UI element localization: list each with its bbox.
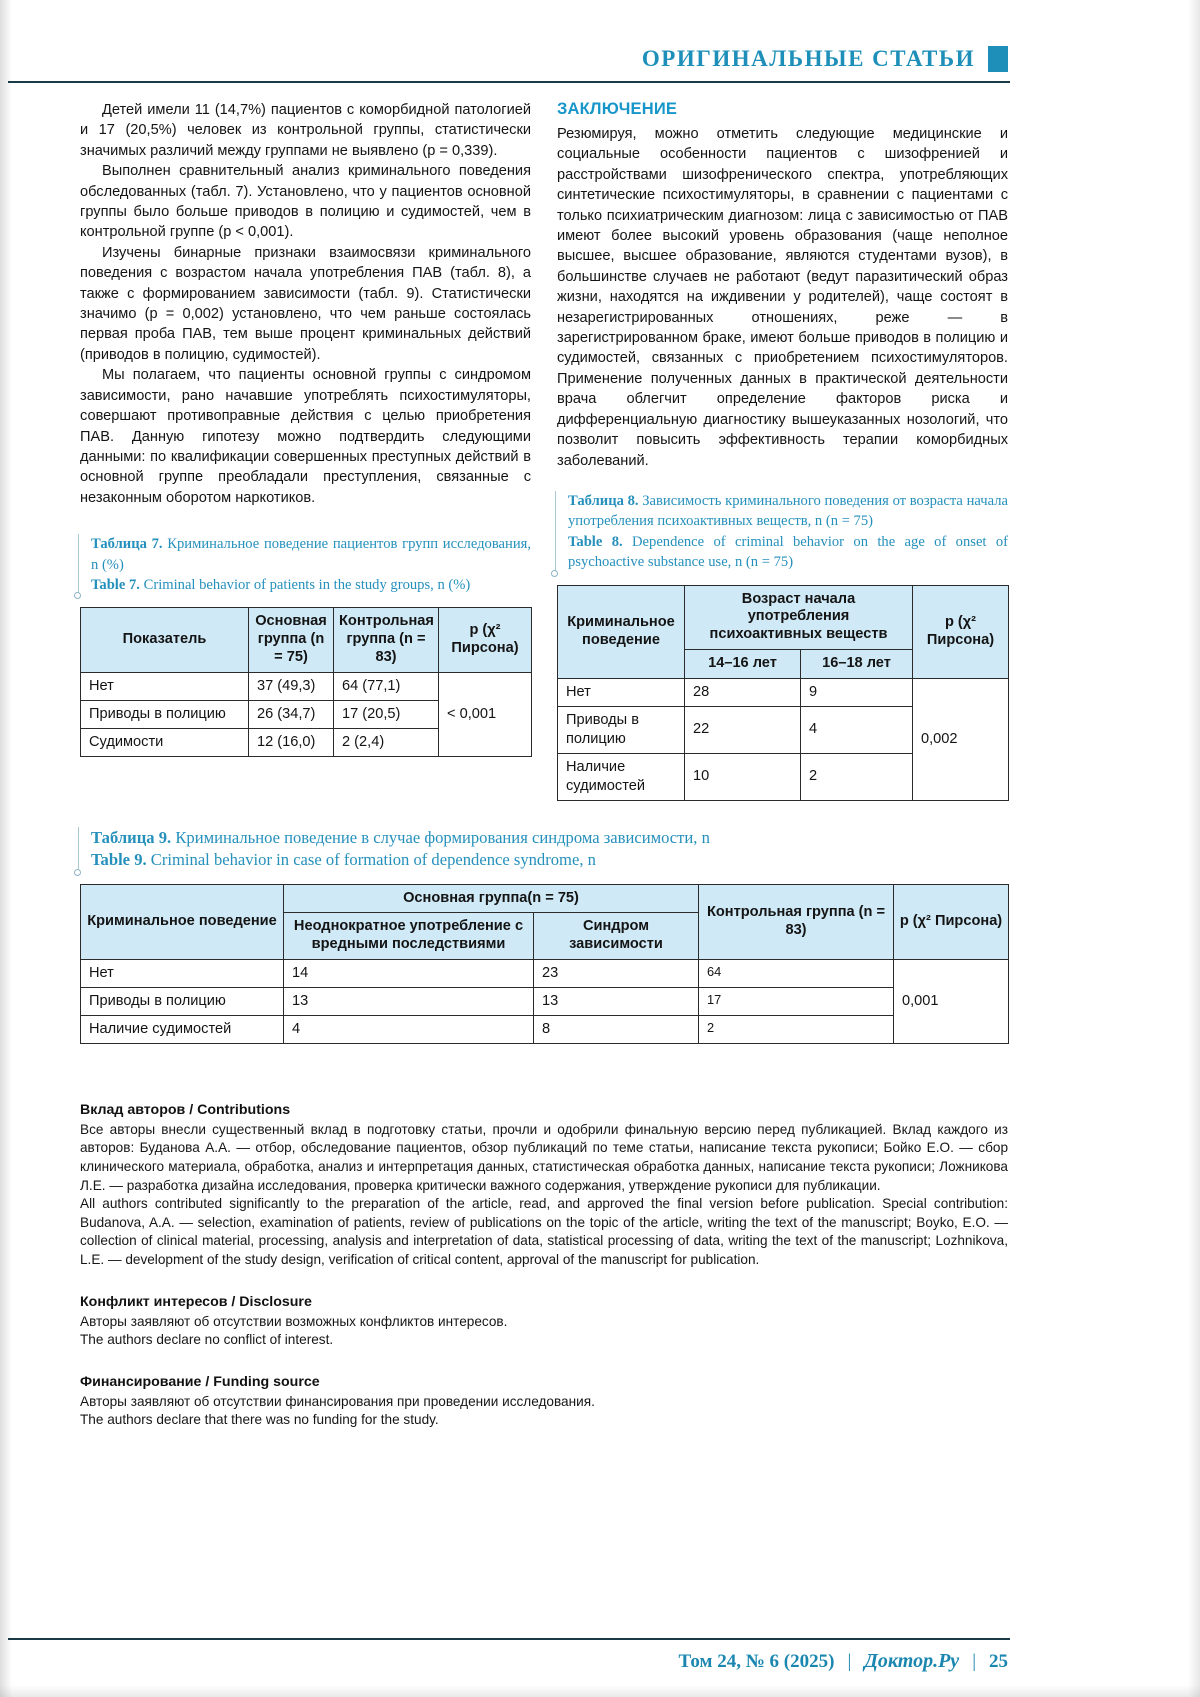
back-matter: [80, 1102, 1008, 1430]
table7-caption-ru: [91, 534, 531, 575]
cell: Нет: [558, 678, 685, 706]
cell: Нет: [81, 959, 284, 987]
funding-text-en: The authors declare that there was no funding for the study.: [80, 1412, 439, 1428]
right-column: [557, 100, 1008, 801]
cell: Наличие судимостей: [558, 753, 685, 800]
table8-caption-en: [568, 532, 1008, 573]
header-accent-block: [988, 46, 1008, 72]
cell: 2 (2,4): [334, 728, 439, 756]
caption-marker-icon: [74, 869, 81, 876]
table8-caption-ru-label: Таблица 8.: [568, 492, 639, 509]
table9-caption-en-text: Criminal behavior in case of formation of dependence syndrome, n: [150, 850, 596, 870]
cell: 14: [284, 959, 534, 987]
table-row: [81, 987, 1009, 1015]
table7-caption-en-label: Table 7.: [91, 576, 140, 593]
header-cell: Контрольная группа (n = 83): [334, 608, 439, 672]
conclusion-heading: ЗАКЛЮЧЕНИЕ: [557, 100, 678, 118]
cell: 13: [534, 987, 699, 1015]
footer-page-number: 25: [989, 1651, 1008, 1672]
table9-caption-ru-text: Криминальное поведение в случае формирования синдрома зависимости, n: [175, 827, 710, 847]
disclosure-heading: Конфликт интересов / Disclosure: [80, 1293, 312, 1310]
table8-header-row-1: [558, 585, 1009, 649]
cell: 2: [699, 1015, 894, 1043]
paragraph: Детей имели 11 (14,7%) пациентов с коморбидной патологией и 17 (20,5%) человек из контрольной группы, статистически значимых различий между группами не выявлено (p = 0,339).: [80, 102, 531, 159]
caption-marker-icon: [551, 570, 558, 577]
cell: 10: [685, 753, 801, 800]
cell: 4: [801, 706, 913, 753]
funding-heading: Финансирование / Funding source: [80, 1373, 320, 1390]
cell: 22: [685, 706, 801, 753]
table9-caption-ru: [91, 827, 1008, 850]
contributions-text-en: All authors contributed significantly to the preparation of the article, read, and approved the final version before publication. Special contribution: Budanova, A.A. — selection, examination of patients, review of publications on the topic of the article, writing the text of the manuscript; Boyko, E.O. — collection of clinical material, processing, analysis and interpretation of data, statistical processing of data, writing the text of the manuscript; Lozhnikova, L.E. — development of the study design, verification of critical content, approval of the manuscript for publication.: [80, 1196, 1008, 1268]
header-cell: p (χ² Пирсона): [913, 585, 1009, 678]
p-value-cell: 0,001: [894, 959, 1009, 1043]
table8-caption-en-label: Table 8.: [568, 533, 623, 550]
cell: 23: [534, 959, 699, 987]
cell: 12 (16,0): [249, 728, 334, 756]
footer-separator: |: [847, 1651, 852, 1672]
conclusion-text: Резюмируя, можно отметить следующие медицинские и социальные особенности пациентов с шизофренией и расстройствами шизофренического спектра, употребляющих синтетические психостимуляторы, в сравнении с пациентами с только психиатрическим диагнозом: лица с зависимостью от ПАВ имеют более высокий уровень образования (чаще неполное высшее, высшее образование, являются студентами вузов), в большинстве случаев не работают (ведут паразитический образ жизни, находятся на иждивении у родителей), чаще состоят в незарегистрированных отношениях, реже — в зарегистрированном браке, имеют больше приводов в полицию и судимостей, связанных с приобретением психостимуляторов. Применение полученных данных в практической деятельности врача облегчит определение факторов риска и дифференциальную диагностику вышеуказанных нозологий, что позволит повысить эффективность терапии коморбидных заболеваний.: [557, 126, 1008, 469]
table7-caption-en: [91, 575, 531, 595]
header-rule: [8, 81, 1010, 83]
table8: [557, 585, 1009, 801]
header-cell: Возраст начала употребления психоактивных веществ: [685, 585, 913, 649]
footer-text: [80, 1650, 1008, 1673]
cell: 17: [699, 987, 894, 1015]
page-header-title: ОРИГИНАЛЬНЫЕ СТАТЬИ: [641, 46, 975, 71]
two-column-layout: [80, 100, 1008, 801]
table7-header-row: [81, 608, 532, 672]
journal-logo: Доктор.Ру: [864, 1650, 960, 1672]
disclosure-text-ru: Авторы заявляют об отсутствии возможных конфликтов интересов.: [80, 1313, 508, 1329]
header-cell: Показатель: [81, 608, 249, 672]
contributions-text-ru: Все авторы внесли существенный вклад в подготовку статьи, прочли и одобрили финальную версию перед публикацией. Вклад каждого из авторов: Буданова А.А. — отбор, обследование пациентов, обзор публикаций по теме статьи, написание текста рукописи; Бойко Е.О. — сбор клинического материала, обработка, анализ и интерпретация данных, статистическая обработка данных, написание текста рукописи; Ложникова Л.Е. — разработка дизайна исследования, проверка критически важного содержания, утверждение рукописи для публикации.: [80, 1121, 1008, 1193]
cell: 64 (77,1): [334, 672, 439, 700]
table-row: [558, 678, 1009, 706]
table-row: [81, 1015, 1009, 1043]
table7-caption-ru-label: Таблица 7.: [91, 536, 163, 553]
table7-caption-ru-text: Криминальное поведение пациентов групп исследования, n (%): [91, 536, 532, 573]
footer-rule: [8, 1638, 1010, 1640]
disclosure-text-en: The authors declare no conflict of interest.: [80, 1332, 334, 1348]
table9-caption-ru-label: Таблица 9.: [91, 827, 172, 847]
cell: 4: [284, 1015, 534, 1043]
table7-caption: [78, 534, 531, 595]
cell: Приводы в полицию: [81, 700, 249, 728]
table9-header-row-1: [81, 884, 1009, 913]
cell: 8: [534, 1015, 699, 1043]
header-cell: p (χ² Пирсона): [439, 608, 532, 672]
footer-volume: Том 24, № 6 (2025): [678, 1651, 835, 1672]
cell: 64: [699, 959, 894, 987]
page-header: [80, 0, 1008, 83]
contributions-heading: Вклад авторов / Contributions: [80, 1101, 291, 1118]
header-cell: Контрольная группа (n = 83): [699, 884, 894, 959]
table7: [80, 607, 532, 756]
table9: [80, 884, 1009, 1044]
paragraph: Выполнен сравнительный анализ криминального поведения обследованных (табл. 7). Установлено, что у пациентов основной группы было больше приводов в полицию и судимостей, чем в контрольной группе (p < 0,001).: [80, 163, 531, 241]
table9-caption-en: [91, 849, 1008, 872]
cell: 13: [284, 987, 534, 1015]
paragraph: Изучены бинарные признаки взаимосвязи криминального поведения с возрастом начала употребления ПАВ (табл. 8), а также с формированием зависимости (табл. 9). Статистически значимо (p = 0,002) установлено, что чем раньше состоялась первая проба ПАВ, тем выше процент криминальных действий (приводов в полицию, судимостей).: [80, 244, 531, 363]
page-footer: [80, 1638, 1008, 1673]
cell: Наличие судимостей: [81, 1015, 284, 1043]
header-cell: p (χ² Пирсона): [894, 884, 1009, 959]
footer-separator: |: [972, 1651, 976, 1672]
table9-caption-en-label: Table 9.: [91, 850, 147, 870]
table-row: [81, 672, 532, 700]
funding-section: [80, 1374, 1008, 1430]
header-cell: Криминальное поведение: [558, 585, 685, 678]
table9-caption: [78, 827, 1008, 872]
cell: Судимости: [81, 728, 249, 756]
table8-caption-ru-text: Зависимость криминального поведения от возраста начала употребления психоактивных веществ, n (n = 75): [568, 492, 1008, 530]
table8-caption: [555, 491, 1008, 573]
p-value-cell: < 0,001: [439, 672, 532, 756]
cell: 28: [685, 678, 801, 706]
table8-caption-ru: [568, 491, 1008, 532]
header-cell: Криминальное поведение: [81, 884, 284, 959]
disclosure-section: [80, 1294, 1008, 1350]
header-cell: 14–16 лет: [685, 649, 801, 678]
cell: 17 (20,5): [334, 700, 439, 728]
paragraph: Мы полагаем, что пациенты основной группы с синдромом зависимости, рано начавшие употреблять психостимуляторы, совершают противоправные действия с целью приобретения ПАВ. Данную гипотезу можно подтвердить следующими данными: по квалификации совершенных преступных действий в основной группе преобладали преступления, связанные с незаконным оборотом наркотиков.: [80, 367, 531, 506]
table8-caption-en-text: Dependence of criminal behavior on the age of onset of psychoactive substance use, n (n = 75): [568, 533, 1008, 571]
p-value-cell: 0,002: [913, 678, 1009, 800]
header-cell: Синдром зависимости: [534, 913, 699, 960]
header-cell: 16–18 лет: [801, 649, 913, 678]
cell: Нет: [81, 672, 249, 700]
page-content: [80, 0, 1008, 1430]
header-cell: Основная группа (n = 75): [249, 608, 334, 672]
cell: 9: [801, 678, 913, 706]
left-column: [80, 100, 531, 801]
funding-text-ru: Авторы заявляют об отсутствии финансирования при проведении исследования.: [80, 1393, 595, 1409]
header-cell: Неоднократное употребление с вредными последствиями: [284, 913, 534, 960]
table7-caption-en-text: Criminal behavior of patients in the study groups, n (%): [143, 576, 471, 593]
cell: 37 (49,3): [249, 672, 334, 700]
caption-marker-icon: [74, 592, 81, 599]
cell: Приводы в полицию: [81, 987, 284, 1015]
cell: 26 (34,7): [249, 700, 334, 728]
cell: Приводы в полицию: [558, 706, 685, 753]
contributions-section: [80, 1102, 1008, 1270]
table-row: [81, 959, 1009, 987]
header-cell: Основная группа(n = 75): [284, 884, 699, 913]
cell: 2: [801, 753, 913, 800]
